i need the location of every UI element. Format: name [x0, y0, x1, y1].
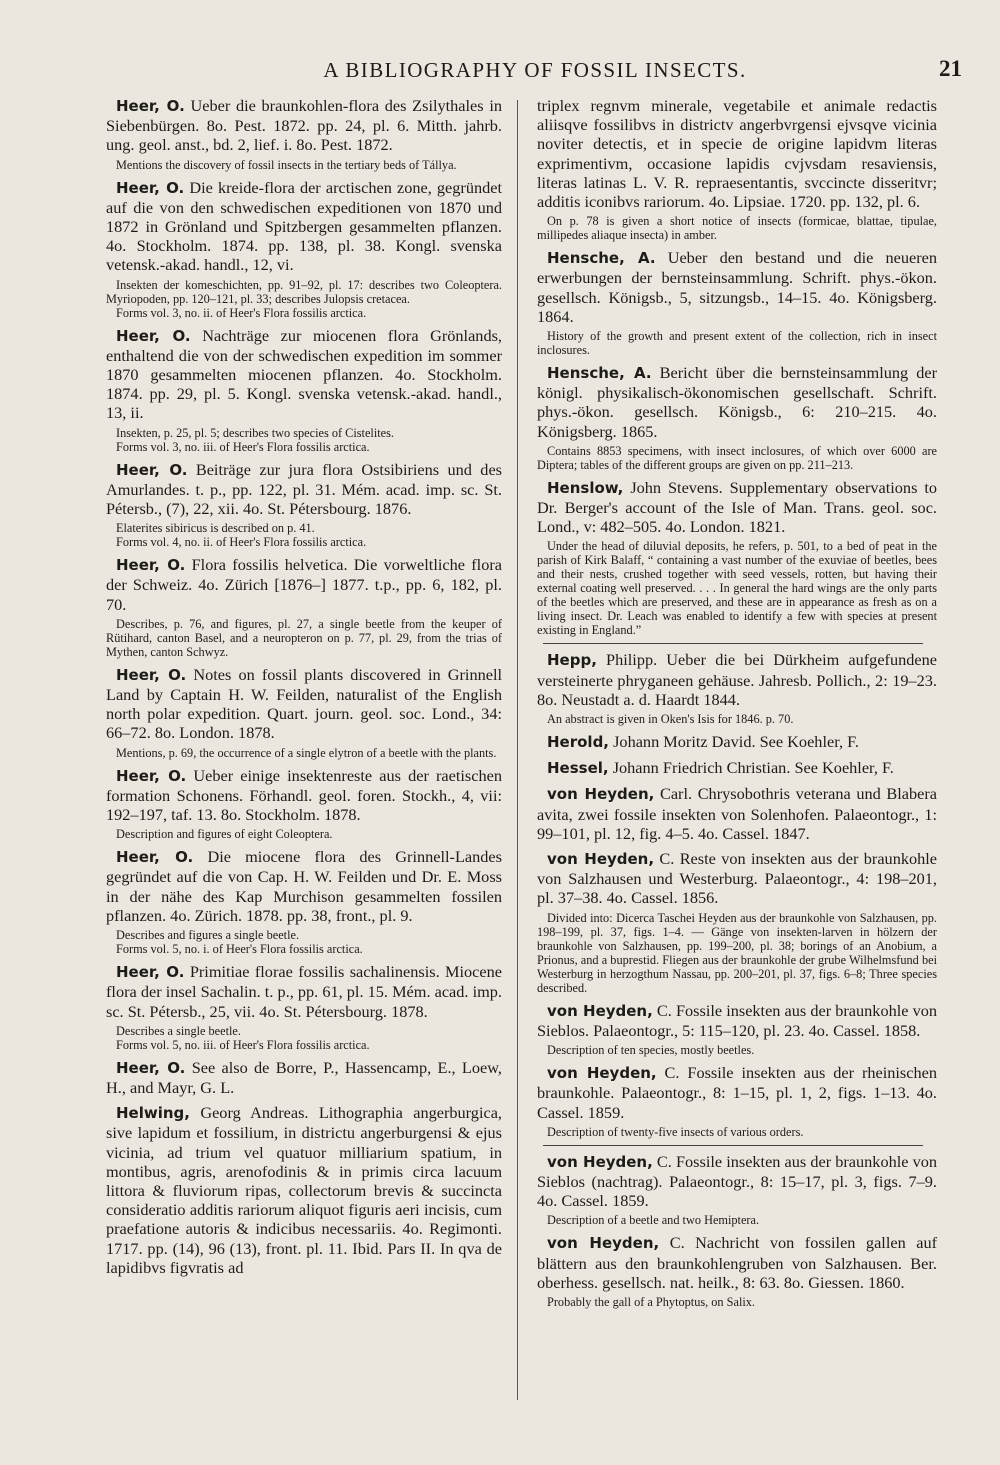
- column-divider: [517, 100, 518, 1400]
- bibliography-entry: [537, 1063, 937, 1139]
- entry-text: Ueber den bestand und die neueren erwerbungen der bernsteinsammlung. Schrift. phys.-ökon. gesellsch. Königsb., 5, sitzungsb., 14–15. 4o. Königsberg. 1864.: [537, 248, 937, 326]
- bibliography-entry: [537, 478, 937, 638]
- entry-author: von Heyden,: [547, 1064, 657, 1083]
- entry-author: Hensche, A.: [547, 364, 652, 383]
- entry-author: Heer, O.: [116, 97, 185, 115]
- entry-citation: [537, 1063, 937, 1122]
- entry-text: Die kreide-flora der arctischen zone, gegründet auf die von den schwedischen expeditionen von 1870 und 1872 in Grönland und Spitzbergen gesammelten pflanzen. 4o. Stockholm. 1874. pp. 138, pl. 38. Kongl. svenska vetensk.-akad. handl., 12, vi.: [106, 177, 503, 275]
- entry-citation: [106, 460, 502, 519]
- entry-text: Notes on fossil plants discovered in Grinnell Land by Captain H. W. Feilden, naturalist of the English north polar expedition. Quart. journ. geol. soc. Lond., 34: 66–72. 8o. London. 1878.: [106, 664, 502, 743]
- entry-citation: [106, 962, 502, 1021]
- entry-author: Hensche, A.: [547, 249, 656, 268]
- entry-note: Description of a beetle and two Hemiptera.: [547, 1213, 760, 1228]
- entry-note: Description of ten species, mostly beetles.: [547, 1043, 755, 1058]
- running-title: A BIBLIOGRAPHY OF FOSSIL INSECTS.: [323, 58, 747, 82]
- entry-citation: [106, 178, 502, 275]
- entry-note: Describes, p. 76, and figures, pl. 27, a single beetle from the keuper of Rütihard, canton Basel, and a neuropteron on p. 77, pl. 29, from the trias of Mythen, canton Schwyz.: [106, 616, 502, 659]
- entry-note: Contains 8853 specimens, with insect inclosures, of which over 6000 are Diptera; tables of the different groups are given on pp. 211–213.: [537, 443, 937, 472]
- entry-author: von Heyden,: [547, 850, 655, 869]
- entry-citation: [537, 784, 937, 843]
- entry-citation: [537, 849, 937, 908]
- bibliography-entry: [106, 178, 502, 320]
- entry-note: Insekten, p. 25, pl. 5; describes two species of Cistelites.: [116, 425, 394, 440]
- entry-note: History of the growth and present extent of the collection, rich in insect inclosures.: [537, 329, 937, 358]
- entry-citation: [537, 1152, 937, 1211]
- entry-author: Heer, O.: [116, 766, 187, 785]
- entry-citation: [537, 732, 937, 752]
- entry-note: Description of twenty-five insects of various orders.: [547, 1124, 804, 1139]
- entry-text: Primitiae florae fossilis sachalinensis. Miocene flora der insel Sachalin. t. p., pp. 61, pl. 15. Mém. acad. imp. sc. St. Pétersb., 25, vii. 4o. St. Pétersbourg. 1878.: [106, 962, 502, 1021]
- entry-citation: [106, 847, 502, 925]
- entry-citation: [537, 248, 937, 326]
- bibliography-entry: [537, 1233, 937, 1309]
- entry-text: Philipp. Ueber die bei Dürkheim aufgefundene versteinerte phryganeen gehäuse. Jahresb. Pollich., 2: 19–23. 8o. Neustadt a. d. Haardt 1844.: [537, 650, 937, 709]
- entry-forms-note: Forms vol. 3, no. ii. of Heer's Flora fossilis arctica.: [116, 305, 367, 320]
- entry-citation: [537, 96, 937, 211]
- entry-author: von Heyden,: [547, 1001, 653, 1020]
- left-column: [106, 96, 502, 1283]
- entry-text: Ueber einige insektenreste aus der raetischen formation Schonens. Förhandl. geol. foren. Stockh., 4, vii: 192–197, taf. 13. 8o. Stockholm. 1878.: [106, 765, 503, 825]
- entry-note: On p. 78 is given a short notice of insects (formicae, blattae, tipulae, millipedes aliaque insecta) in amber.: [537, 214, 937, 243]
- entry-text: Carl. Chrysobothris veterana und Blabera avita, zwei fossile insekten von Solenhofen. Palaeontogr., 1: 99–101, pl. 12, fig. 4–5. 4o. Cassel. 1847.: [537, 784, 938, 843]
- entry-text: John Stevens. Supplementary observations to Dr. Berger's account of the Isle of Man. Trans. geol. soc. Lond., v: 482–505. 4o. London. 1821.: [537, 477, 937, 537]
- entry-text: Flora fossilis helvetica. Die vorweltliche flora der Schweiz. 4o. Zürich [1876–] 1877. t.p., pp. 6, 182, pl. 70.: [106, 555, 502, 614]
- entry-text: triplex regnvm minerale, vegetabile et animale redactis aliisqve fossilibvs in districtv angerbvrgensi ejvsqve vicinia noviter detectis, et in specie de origine lapidvm literas exprimentivm, occasione lapidis cvjvsdam resaviensis, literas latinas L. V. R. repraesentantis, svccincte disseritvr; additis iconibvs rariorum. 4o. Lipsiae. 1720. pp. 132, pl. 6.: [537, 96, 937, 212]
- entry-author: Herold,: [547, 733, 610, 752]
- entry-citation: [106, 1103, 502, 1277]
- bibliography-entry: [106, 665, 502, 760]
- entry-text: Beiträge zur jura flora Ostsibiriens und des Amurlandes. t. p., pp. 122, pl. 31. Mém. acad. imp. sc. St. Pétersb., (7), 22, xii. 4o. St. Pétersbourg. 1876.: [106, 459, 503, 519]
- bibliography-entry: [537, 363, 937, 472]
- entry-author: Heer, O.: [116, 665, 187, 684]
- entry-author: Heer, O.: [116, 1058, 186, 1077]
- bibliography-entry: [537, 758, 937, 778]
- entry-text: C. Fossile insekten aus der braunkohle von Sieblos (nachtrag). Palaeontogr., 8: 15–17, pl. 3, figs. 7–9. 4o. Cassel. 1859.: [537, 1151, 938, 1211]
- entry-note: An abstract is given in Oken's Isis for 1846. p. 70.: [547, 712, 794, 727]
- entry-citation: [106, 766, 502, 825]
- bibliography-entry: [537, 849, 937, 995]
- entry-author: Heer, O.: [116, 848, 194, 867]
- entry-forms-note: Forms vol. 5, no. iii. of Heer's Flora fossilis arctica.: [116, 1037, 370, 1052]
- entry-note: Elaterites sibiricus is described on p. 41.: [116, 521, 315, 536]
- entry-citation: [537, 478, 937, 537]
- entry-forms-note: Forms vol. 4, no. ii. of Heer's Flora fossilis arctica.: [116, 535, 367, 550]
- entry-text: C. Fossile insekten aus der rheinischen braunkohle. Palaeontogr., 8: 1–15, pl. 1, 2, figs. 1–13. 4o. Cassel. 1859.: [537, 1063, 937, 1122]
- entry-text: Nachträge zur miocenen flora Grönlands, enthaltend die von der schwedischen expedition im sommer 1870 gesammelten miocenen pflanzen. 4o. Stockholm. 1874. pp. 29, pl. 5. Kongl. svenska vetensk.-akad. handl., 13, ii.: [106, 325, 502, 423]
- entry-forms-note: Forms vol. 3, no. iii. of Heer's Flora fossilis arctica.: [116, 439, 370, 454]
- bibliography-entry: [537, 1152, 937, 1228]
- entry-text: Ueber die braunkohlen-flora des Zsilythales in Siebenbürgen. 8o. Pest. 1872. pp. 24, pl. 6. Mitth. jahrb. ung. geol. anst., bd. 2, lief. i. 8o. Pest. 1872.: [106, 96, 502, 155]
- entry-forms-note: Forms vol. 5, no. i. of Heer's Flora fossilis arctica.: [116, 942, 363, 957]
- entry-note: Insekten der komeschichten, pp. 91–92, pl. 17: describes two Coleoptera. Myriopoden, pp. 120–121, pl. 33; describes Julopsis cretacea.: [106, 277, 502, 306]
- entry-author: Hessel,: [547, 759, 609, 778]
- bibliography-entry: [537, 248, 937, 357]
- right-column: [537, 96, 937, 1315]
- section-rule: [543, 1145, 923, 1146]
- entry-citation: [106, 665, 502, 743]
- bibliography-entry: [537, 732, 937, 752]
- bibliography-entry: [106, 460, 502, 550]
- page-number: 21: [939, 56, 962, 81]
- entry-note: Probably the gall of a Phytoptus, on Salix.: [547, 1294, 756, 1309]
- entry-note: Describes a single beetle.: [116, 1023, 241, 1038]
- bibliography-entry: [537, 784, 937, 843]
- entry-author: Henslow,: [547, 478, 624, 497]
- entry-author: von Heyden,: [547, 785, 655, 804]
- bibliography-entry: [106, 1058, 502, 1097]
- running-head: [100, 52, 970, 86]
- bibliography-entry: [106, 766, 502, 842]
- entry-citation: [106, 96, 502, 155]
- entry-author: Helwing,: [116, 1104, 190, 1123]
- entry-note: Describes and figures a single beetle.: [116, 928, 300, 943]
- bibliography-entry: [106, 962, 502, 1052]
- bibliography-entry: [106, 326, 502, 454]
- entry-citation: [106, 326, 502, 423]
- entry-text: Bericht über die bernsteinsammlung der königl. physikalisch-ökonomischen gesellschaft. Schrift. phys.-ökon. gesellsch. Königsb., 6: 210–215. 4o. Königsberg. 1865.: [537, 363, 937, 441]
- bibliography-entry: [106, 1103, 502, 1277]
- entry-author: Heer, O.: [116, 178, 185, 197]
- entry-author: Heer, O.: [116, 963, 185, 982]
- entry-author: Heer, O.: [116, 326, 191, 345]
- entry-text: See also de Borre, P., Hassencamp, E., Loew, H., and Mayr, G. L.: [106, 1057, 502, 1097]
- bibliography-entry: [106, 847, 502, 956]
- entry-author: Heer, O.: [116, 460, 188, 479]
- entry-citation: [537, 363, 937, 441]
- entry-note: Under the head of diluvial deposits, he refers, p. 501, to a bed of peat in the parish of Kirk Balaff, “ containing a vast number of the exuviae of beetles, bees and their nests, crushed together with seed vessels, rotten, but having their external coating well preserved. . . . In general the hard wings are the only parts of the beetles which are preserved, and these are in appearance as fresh as on a living insect. Dr. Leach was enabled to identify a few with species at present existing in England.”: [537, 539, 937, 638]
- entry-citation: [106, 555, 502, 614]
- bibliography-entry: [537, 1001, 937, 1057]
- entry-citation: [537, 758, 937, 778]
- entry-text: C. Nachricht von fossilen gallen auf blättern aus den braunkohlengruben von Salzhausen. Ber. oberhess. gesellsch. nat. heilk., 8: 63. 8o. Giessen. 1860.: [537, 1233, 938, 1292]
- bibliography-entry: [106, 96, 502, 172]
- bibliography-entry: [537, 96, 937, 242]
- entry-text: Johann Moritz David. See Koehler, F.: [613, 732, 859, 752]
- entry-author: Heer, O.: [116, 556, 186, 575]
- entry-citation: [537, 650, 937, 709]
- entry-text: C. Reste von insekten aus der braunkohle von Salzhausen und Westerburg. Palaeontogr., 4: 198–201, pl. 37–38. 4o. Cassel. 1856.: [537, 849, 938, 908]
- section-rule: [543, 643, 923, 644]
- entry-citation: [537, 1233, 937, 1292]
- entry-text: C. Fossile insekten aus der braunkohle von Sieblos. Palaeontogr., 5: 115–120, pl. 23. 4o. Cassel. 1858.: [537, 1000, 938, 1040]
- entry-citation: [537, 1001, 937, 1040]
- entry-citation: [106, 1058, 502, 1097]
- entry-text: Die miocene flora des Grinnell-Landes gegründet auf die von Cap. H. W. Feilden und Dr. E. Moss in der nähe des Kap Murchison gesammelten fossilen pflanzen. 4o. Zürich. 1878. pp. 38, front., pl. 9.: [106, 847, 502, 925]
- entry-author: von Heyden,: [547, 1234, 660, 1253]
- bibliography-entry: [537, 650, 937, 726]
- bibliography-entry: [106, 555, 502, 659]
- entry-text: Georg Andreas. Lithographia angerburgica, sive lapidum et fossilium, in districtu angerburgensi & ejus vicinia, ad trium vel quatuor milliarium spatium, in montibus, agris, arenofodinis & in primis circa lacuum littora & fluviorum ripas, collectorum brevis & succincta consideratio additis rariorum aliquot figuris aeri incisis, cum praefatione autoris & indicibus necessariis. 4o. Regimonti. 1717. pp. (14), 96 (13), front. pl. 11. Ibid. Pars II. In qva de lapidibvs figvratis ad: [106, 1103, 502, 1277]
- entry-note: Mentions the discovery of fossil insects in the tertiary beds of Tállya.: [116, 157, 457, 172]
- entry-author: Hepp,: [547, 651, 597, 670]
- entry-author: von Heyden,: [547, 1152, 653, 1171]
- entry-note: Description and figures of eight Coleoptera.: [116, 827, 333, 842]
- entry-note: Mentions, p. 69, the occurrence of a single elytron of a beetle with the plants.: [116, 745, 497, 760]
- entry-text: Johann Friedrich Christian. See Koehler, F.: [612, 758, 894, 778]
- entry-note: Divided into: Dicerca Taschei Heyden aus der braunkohle von Salzhausen, pp. 198–199, pl. 37, figs. 1–4. — Gänge von insekten-larven in hölzern der braunkohle von Salzhausen, pp. 199–200, pl. 38; borings of an Anobium, a Prionus, and a buprestid. Fliegen aus der braunkohle der grube Wilhelmsfund bei Westerburg in herzogthum Nassau, pp. 200–201, pl. 37, figs. 6–8; Three species described.: [537, 910, 937, 995]
